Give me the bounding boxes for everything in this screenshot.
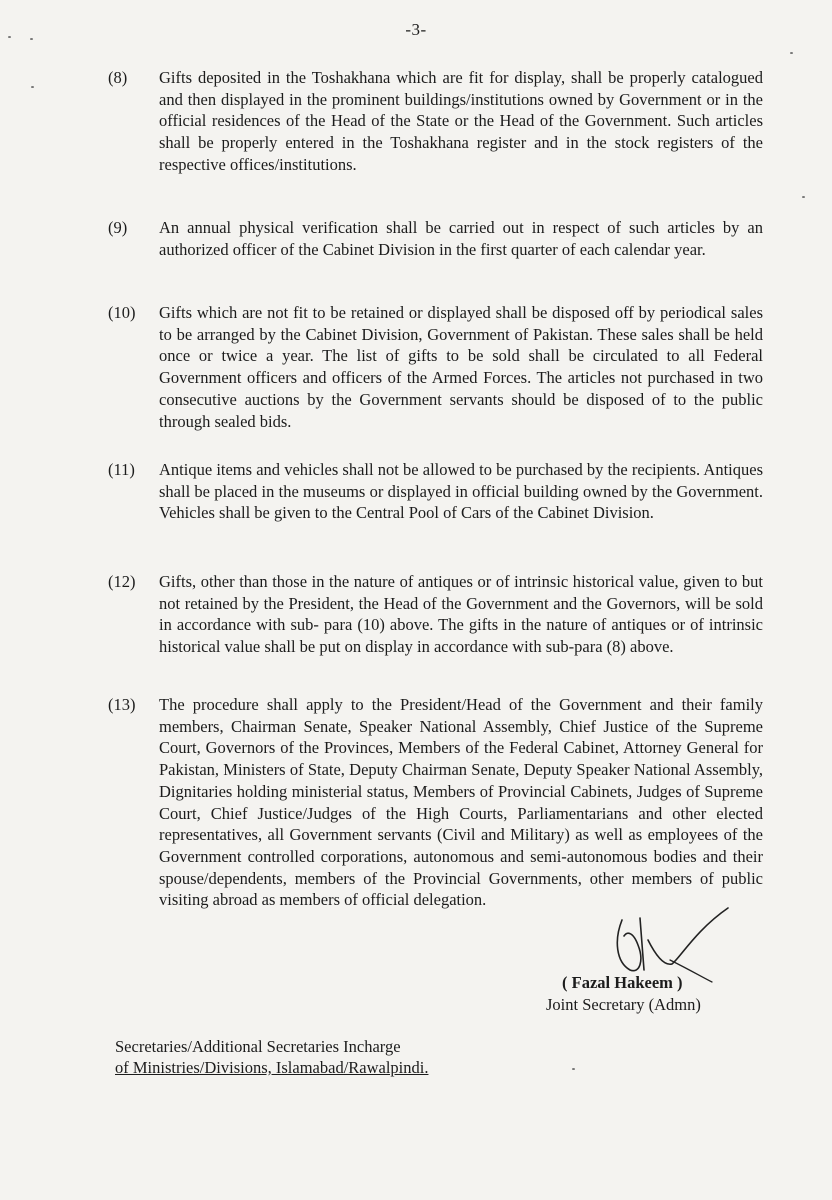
scan-speck (8, 36, 11, 38)
paragraph-text: Gifts, other than those in the nature of antiques or of intrinsic historical value, given to but not retained by the President, the Head of the Government and the Governors, will be sold in accordance with sub- para (10) above. The gifts in the nature of antiques or of intrinsic historical value shall be put on display in accordance with sub-para (8) above. (159, 572, 763, 657)
paragraph-text: The procedure shall apply to the President/Head of the Government and their family members, Chairman Senate, Speaker National Assembly, Chief Justice of the Supreme Court, Governors of the Provinces, Members of the Federal Cabinet, Attorney General for Pakistan, Ministers of State, Deputy Chairman Senate, Deputy Speaker National Assembly, Dignitaries holding ministerial status, Members of Provincial Cabinets, Judges of Supreme Court, Chief Justice/Judges of the High Courts, Parliamentarians and other elected representatives, all Government servants (Civil and Military) as well as employees of the Government controlled corporations, autonomous and semi-autonomous bodies and their spouse/dependents, members of the Provincial Governments, other members of public visiting abroad as members of official delegation. (159, 695, 763, 910)
scan-speck (31, 86, 34, 88)
scan-speck (572, 1068, 575, 1070)
paragraph-number: (9) (108, 218, 128, 237)
paragraph-text: An annual physical verification shall be carried out in respect of such articles by an authorized officer of the Cabinet Division in the first quarter of each calendar year. (159, 218, 763, 259)
scan-speck (30, 38, 33, 40)
paragraph-12 (108, 571, 763, 658)
paragraph-number: (8) (108, 68, 128, 87)
paragraph-number: (11) (108, 460, 135, 479)
paragraph-text: Gifts deposited in the Toshakhana which are fit for display, shall be properly catalogued and then displayed in the prominent buildings/institutions owned by Government or in the official residences of the Head of the State or the Head of the Government. Such articles shall be properly entered in the Toshakhana register and in the stock registers of the respective offices/institutions. (159, 68, 763, 174)
signatory-designation: Joint Secretary (Admn) (546, 995, 701, 1014)
paragraph-number: (13) (108, 695, 136, 714)
signature-block (540, 972, 740, 1016)
addressee-line-1: Secretaries/Additional Secretaries Incharge (115, 1037, 401, 1056)
page-number: -3- (405, 20, 427, 39)
addressee-line-2: of Ministries/Divisions, Islamabad/Rawalpindi. (115, 1058, 429, 1077)
paragraph-text: Gifts which are not fit to be retained or displayed shall be disposed off by periodical sales to be arranged by the Cabinet Division, Government of Pakistan. These sales shall be held once or twice a year. The list of gifts to be sold shall be circulated to all Federal Government officers and officers of the Armed Forces. The articles not purchased in two consecutive auctions by the Government servants should be disposed of to the public through sealed bids. (159, 303, 763, 431)
scan-speck (802, 196, 805, 198)
paragraph-10 (108, 302, 763, 432)
signatory-name: ( Fazal Hakeem ) (562, 973, 683, 992)
scan-speck (790, 52, 793, 54)
paragraph-text: Antique items and vehicles shall not be allowed to be purchased by the recipients. Antiques shall be placed in the museums or displayed in official building owned by the Government. Vehicles shall be given to the Central Pool of Cars of the Cabinet Division. (159, 460, 763, 523)
paragraph-13 (108, 694, 763, 911)
paragraph-number: (12) (108, 572, 136, 591)
paragraph-8 (108, 67, 763, 176)
addressee (115, 1036, 428, 1078)
paragraph-9 (108, 217, 763, 260)
paragraph-11 (108, 459, 763, 524)
paragraph-number: (10) (108, 303, 136, 322)
